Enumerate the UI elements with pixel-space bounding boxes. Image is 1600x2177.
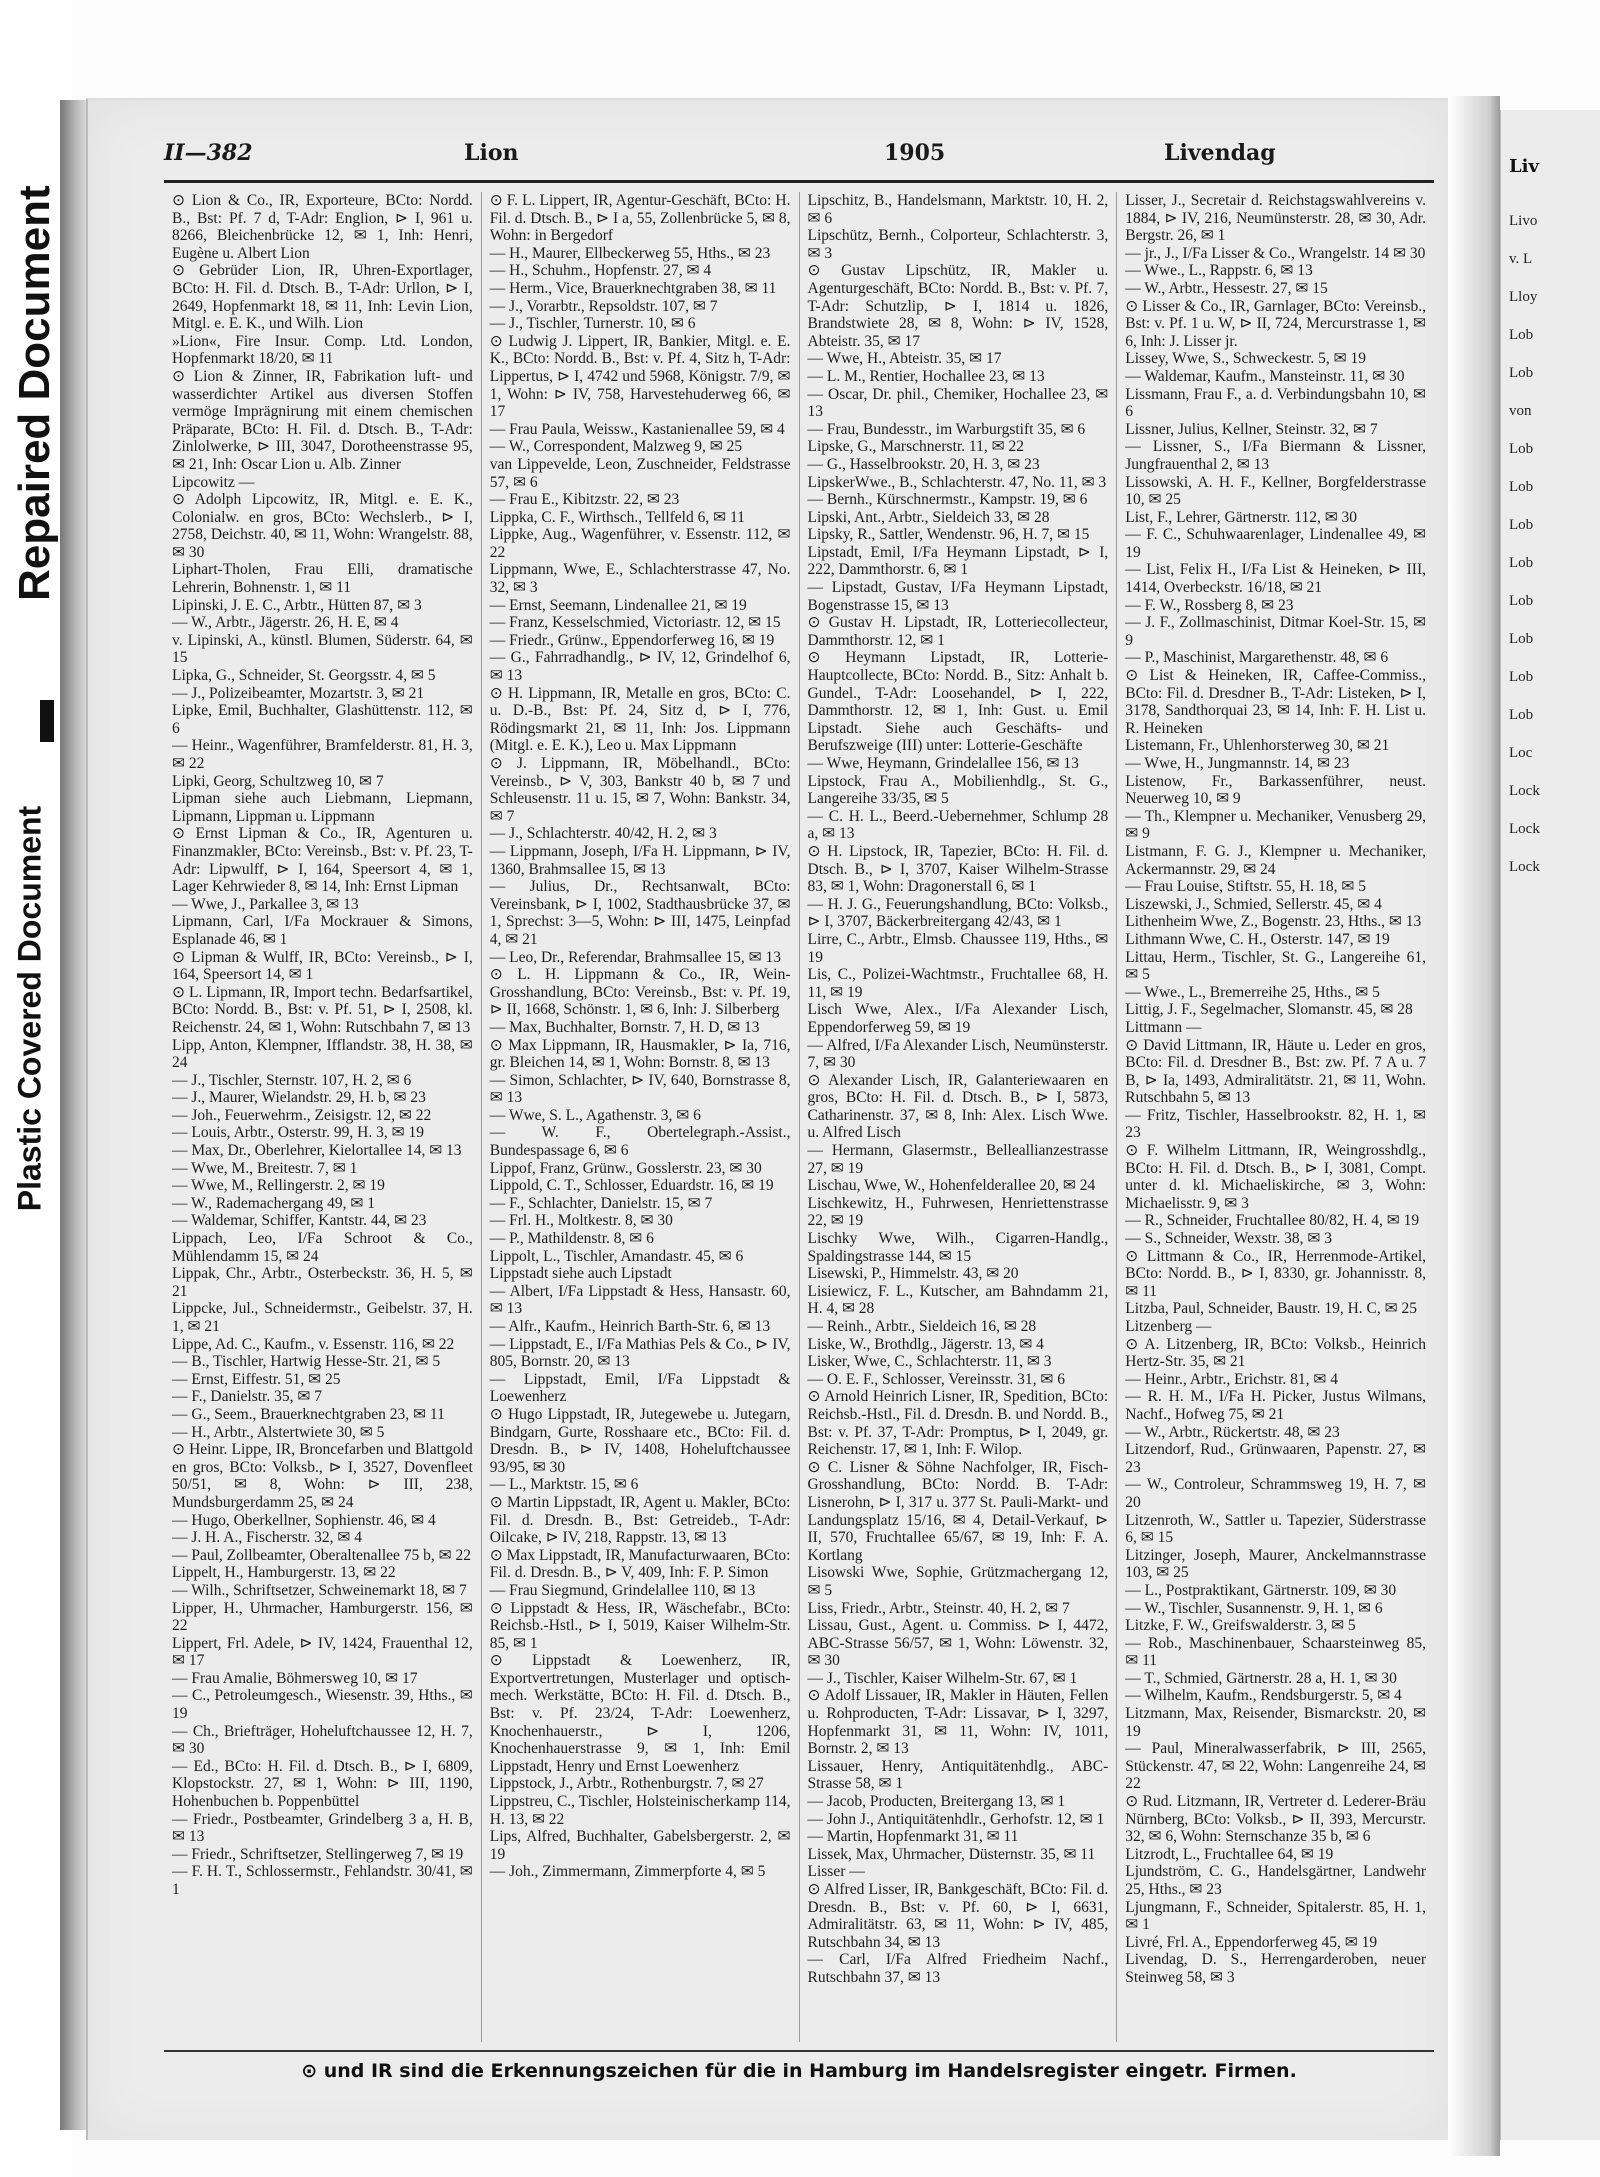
directory-entry: — Max, Dr., Oberlehrer, Kielortallee 14, ✉ 13	[172, 1142, 462, 1160]
column-1	[164, 192, 482, 2042]
directory-entry: — J., Tischler, Kaiser Wilhelm-Str. 67, ✉ 1	[807, 1669, 1078, 1687]
facing-page-line: Loc	[1509, 745, 1533, 761]
directory-entry: Ljungmann, F., Schneider, Spitalerstr. 85, H. 1, ✉ 1	[1125, 1898, 1426, 1934]
directory-entry: — Hermann, Glasermstr., Belleallianzestrasse 27, ✉ 19	[807, 1142, 1109, 1177]
directory-entry: — Wilhelm, Kaufm., Rendsburgerstr. 5, ✉ 4	[1125, 1687, 1402, 1705]
directory-entry: — H., Maurer, Ellbeckerweg 55, Hths., ✉ 23	[489, 244, 771, 262]
directory-entry: — jr., J., I/Fa Lisser & Co., Wrangelstr. 14 ✉ 30	[1125, 244, 1426, 262]
directory-entry: — Max, Buchhalter, Bornstr. 7, H. D, ✉ 13	[489, 1018, 760, 1036]
directory-entry: — Wwe, M., Rellingerstr. 2, ✉ 19	[172, 1177, 385, 1195]
directory-entry: — P., Maschinist, Margarethenstr. 48, ✉ 6	[1125, 649, 1389, 667]
directory-entry: — Wwe, H., Jungmannstr. 14, ✉ 23	[1125, 755, 1350, 772]
facing-page-line: v. L	[1509, 251, 1533, 267]
directory-entry: — R., Schneider, Fruchtallee 80/82, H. 4, ✉ 19	[1125, 1212, 1420, 1230]
directory-entry: Litzke, F. W., Greifswalderstr. 3, ✉ 5	[1125, 1617, 1356, 1635]
directory-entry: — Bernh., Kürschnermstr., Kampstr. 19, ✉ 6	[807, 491, 1088, 509]
directory-entry: — Fritz, Tischler, Hasselbrookstr. 82, H. 1, ✉ 23	[1125, 1106, 1426, 1142]
directory-entry: Lippach, Leo, I/Fa Schroot & Co., Mühlendamm 15, ✉ 24	[172, 1230, 473, 1265]
directory-entry: — Ed., BCto: H. Fil. d. Dtsch. B., ⊳ I, 6809, Klopstockstr. 27, ✉ 1, Wohn: ⊳ III, 1190, Hohenbuchen b. Poppenbüttel	[172, 1757, 473, 1811]
facing-page-line: Lob	[1509, 631, 1534, 647]
directory-columns	[164, 192, 1434, 2042]
directory-entry: ⊙ Lippstadt & Loewenherz, IR, Exportvertretungen, Musterlager und optisch-mech. Werkstätte, BCto: H. Fil. d. Dtsch. B., Bst: v. Pf. 23/24, T-Adr: Loewenherz, Knochenhauerstr., ⊳ I, 1206, Knochenhauerstrasse 9, ✉ 1, Inh: Emil Lippstadt, Henry und Ernst Loewenherz	[489, 1652, 791, 1775]
page-footer: ⊙ und IR sind die Erkennungszeichen für die in Hamburg im Handelsregister eingetr. Firmen.	[301, 2060, 1297, 2082]
directory-entry: Lissowski, A. H. F., Kellner, Borgfelderstrasse 10, ✉ 25	[1125, 473, 1426, 509]
directory-page	[86, 98, 1448, 2140]
directory-entry: ⊙ F. L. Lippert, IR, Agentur-Geschäft, BCto: H. Fil. d. Dtsch. B., ⊳ I a, 55, Zollenbrücke 5, ✉ 8, Wohn: in Bergedorf	[489, 192, 791, 245]
directory-entry: ⊙ Martin Lippstadt, IR, Agent u. Makler, BCto: Fil. d. Dresdn. B., Bst: Getreideb., T-Adr: Oilcake, ⊳ IV, 218, Rappstr. 13, ✉ 13	[489, 1493, 791, 1547]
directory-entry: Lipman siehe auch Liebmann, Liepmann, Lipmann, Lippman u. Lippmann	[172, 790, 473, 825]
facing-page-line: Lloy	[1509, 289, 1538, 305]
directory-entry: Lipper, H., Uhrmacher, Hamburgerstr. 156, ✉ 22	[172, 1599, 473, 1635]
directory-entry: — Wilh., Schriftsetzer, Schweinemarkt 18, ✉ 7	[172, 1581, 467, 1599]
directory-entry: — L., Postpraktikant, Gärtnerstr. 109, ✉ 30	[1125, 1581, 1397, 1599]
directory-entry: ⊙ Alfred Lisser, IR, Bankgeschäft, BCto: Fil. d. Dresdn. B., Bst: v. Pf. 60, ⊳ I, 6631, Admiralitätstr. 63, ✉ 11, Wohn: ⊳ IV, 485, Rutschbahn 34, ✉ 13	[807, 1881, 1109, 1951]
directory-entry: — B., Tischler, Hartwig Hesse-Str. 21, ✉ 5	[172, 1353, 441, 1371]
directory-entry: Littau, Herm., Tischler, St. G., Langereihe 61, ✉ 5	[1125, 948, 1426, 984]
directory-entry: ⊙ L. Lipmann, IR, Import techn. Bedarfsartikel, BCto: Nordd. B., Bst: v. Pf. 51, ⊳ I, 2508, kl. Reichenstr. 24, ✉ 1, Wohn: Rutschbahn 7, ✉ 13	[172, 983, 473, 1036]
directory-entry: — Wwe, Heymann, Grindelallee 156, ✉ 13	[807, 755, 1079, 772]
directory-entry: — Heinr., Arbtr., Erichstr. 81, ✉ 4	[1125, 1370, 1338, 1388]
directory-entry: Lippelt, H., Hamburgerstr. 13, ✉ 22	[172, 1564, 396, 1582]
directory-entry: — Paul, Zollbeamter, Oberaltenallee 75 b, ✉ 22	[172, 1546, 472, 1564]
directory-entry: ⊙ Ludwig J. Lippert, IR, Bankier, Mitgl. e. E. K., BCto: Nordd. B., Bst: v. Pf. 4, Sitz h, T-Adr: Lippertus, ⊳ I, 4742 und 5968, Königstr. 7/9, ✉ 1, Wohn: ⊳ IV, 758, Harvestehuderweg 66, ✉ 17	[489, 332, 791, 421]
directory-entry: — Oscar, Dr. phil., Chemiker, Hochallee 23, ✉ 13	[807, 385, 1109, 421]
facing-page-text	[1509, 202, 1599, 886]
directory-entry: Lipske, G., Marschnerstr. 11, ✉ 22	[807, 438, 1024, 456]
directory-entry: — W., Rademachergang 49, ✉ 1	[172, 1194, 375, 1212]
directory-entry: Lipinski, J. E. C., Arbtr., Hütten 87, ✉ 3	[172, 596, 422, 614]
directory-entry: — Ch., Briefträger, Hoheluftchaussee 12, H. 7, ✉ 30	[172, 1722, 473, 1758]
directory-entry: Listmann, F. G. J., Klempner u. Mechaniker, Ackermannstr. 29, ✉ 24	[1125, 842, 1426, 878]
directory-entry: — O. E. F., Schlosser, Vereinsstr. 31, ✉ 6	[807, 1370, 1066, 1388]
directory-entry: ⊙ Adolph Lipcowitz, IR, Mitgl. e. E. K., Colonialw. en gros, BCto: Wechslerb., ⊳ I, 2758, Deichstr. 40, ✉ 11, Wohn: Wrangelstr. 88, ✉ 30	[172, 491, 473, 561]
directory-entry: Lippof, Franz, Grünw., Gosslerstr. 23, ✉ 30	[489, 1159, 762, 1177]
directory-entry: Lissmann, Frau F., a. d. Verbindungsbahn 10, ✉ 6	[1125, 385, 1426, 421]
directory-entry: Lippold, C. T., Schlosser, Eduardstr. 16, ✉ 19	[489, 1177, 774, 1195]
directory-entry: — Alfr., Kaufm., Heinrich Barth-Str. 6, ✉ 13	[489, 1318, 771, 1335]
directory-entry: — Wwe., L., Rappstr. 6, ✉ 13	[1125, 262, 1313, 280]
directory-entry: — J., Polizeibeamter, Mozartstr. 3, ✉ 21	[172, 684, 425, 702]
directory-entry: — P., Mathildenstr. 8, ✉ 6	[489, 1230, 654, 1248]
directory-entry: Lisser, J., Secretair d. Reichstagswahlvereins v. 1884, ⊳ IV, 216, Neumünsterstr. 28, ✉ 30, Adr. Bergstr. 26, ✉ 1	[1125, 192, 1426, 245]
footer-rule	[164, 2050, 1434, 2052]
directory-entry: — W., Arbtr., Rückertstr. 48, ✉ 23	[1125, 1423, 1340, 1441]
directory-entry: Lippke, Aug., Wagenführer, v. Essenstr. 112, ✉ 22	[489, 526, 791, 561]
directory-entry: ⊙ Gustav Lipschütz, IR, Makler u. Agenturgeschäft, BCto: Nordd. B., Bst: v. Pf. 7, T-Adr: Schutzlip, ⊳ I, 1814 u. 1826, Brandstwiete 28, ✉ 8, Wohn: ⊳ IV, 1528, Abteistr. 35, ✉ 17	[807, 262, 1109, 350]
directory-entry: — Alfred, I/Fa Alexander Lisch, Neumünsterstr. 7, ✉ 30	[807, 1036, 1109, 1072]
directory-entry: Lippstock, J., Arbtr., Rothenburgstr. 7, ✉ 27	[489, 1775, 764, 1793]
directory-entry: Liszewski, J., Schmied, Sellerstr. 45, ✉ 4	[1125, 895, 1382, 913]
directory-entry: — Friedr., Grünw., Eppendorferweg 16, ✉ 19	[489, 631, 775, 649]
binding-tab	[40, 700, 54, 742]
page-number: II—382	[164, 140, 253, 166]
directory-entry: — J., Schlachterstr. 40/42, H. 2, ✉ 3	[489, 825, 717, 843]
directory-entry: ⊙ David Littmann, IR, Häute u. Leder en gros, BCto: Fil. d. Dresdner B., Bst: zw. Pf. 7 A u. 7 B, ⊳ Ia, 1493, Admiralitätstr. 21, ✉ 11, Wohn. Rutschbahn 5, ✉ 13	[1125, 1036, 1426, 1107]
facing-page-line: von	[1509, 403, 1532, 419]
directory-entry: — Waldemar, Schiffer, Kantstr. 44, ✉ 23	[172, 1212, 427, 1230]
directory-entry: LipskerWwe., B., Schlachterstr. 47, No. 11, ✉ 3	[807, 473, 1107, 491]
facing-page-line: Lock	[1509, 821, 1540, 837]
header-year: 1905	[884, 140, 946, 166]
facing-page-header: Liv	[1509, 156, 1539, 177]
directory-entry: — Herm., Vice, Brauerknechtgraben 38, ✉ 11	[489, 279, 777, 297]
directory-entry: — Friedr., Schriftsetzer, Stellingerweg 7, ✉ 19	[172, 1845, 464, 1863]
column-3	[800, 192, 1118, 2042]
directory-entry: Lipp, Anton, Klempner, Ifflandstr. 38, H. 38, ✉ 24	[172, 1036, 473, 1072]
facing-page-line: Lob	[1509, 669, 1534, 685]
directory-entry: — F. H. T., Schlossermstr., Fehlandstr. 30/41, ✉ 1	[172, 1863, 473, 1898]
directory-entry: — Joh., Zimmermann, Zimmerpforte 4, ✉ 5	[489, 1863, 766, 1881]
directory-entry: Lissey, Wwe, S., Schweckestr. 5, ✉ 19	[1125, 350, 1366, 368]
directory-entry: Liske, W., Brothdlg., Jägerstr. 13, ✉ 4	[807, 1335, 1044, 1353]
directory-entry: ⊙ Hugo Lippstadt, IR, Jutegewebe u. Jutegarn, Bindgarn, Gurte, Rosshaare etc., BCto: Fil. d. Dresdn. B., ⊳ IV, 1408, Hoheluftchaussee 93/95, ✉ 30	[489, 1405, 791, 1476]
directory-entry: Lipka, G., Schneider, St. Georgsstr. 4, ✉ 5	[172, 667, 436, 685]
directory-entry: Littmann —	[1125, 1018, 1202, 1036]
directory-entry: van Lippevelde, Leon, Zuschneider, Feldstrasse 57, ✉ 6	[489, 455, 791, 491]
directory-entry: Lipsky, R., Sattler, Wendenstr. 96, H. 7, ✉ 15	[807, 526, 1090, 544]
directory-entry: — Martin, Hopfenmarkt 31, ✉ 11	[807, 1828, 1019, 1846]
directory-entry: — Carl, I/Fa Alfred Friedheim Nachf., Rutschbahn 37, ✉ 13	[807, 1951, 1109, 1986]
directory-entry: Lipmann, Carl, I/Fa Mockrauer & Simons, Esplanade 46, ✉ 1	[172, 913, 473, 948]
directory-entry: ⊙ Heinr. Lippe, IR, Broncefarben und Blattgold en gros, BCto: Volksb., ⊳ I, 3527, Dovenfleet 50/51, ✉ 8, Wohn: ⊳ III, 238, Mundsburgerdamm 25, ✉ 24	[172, 1441, 473, 1511]
directory-entry: Lippcke, Jul., Schneidermstr., Geibelstr. 37, H. 1, ✉ 21	[172, 1300, 473, 1335]
directory-entry: ⊙ Max Lippmann, IR, Hausmakler, ⊳ Ia, 716, gr. Bleichen 14, ✉ 1, Wohn: Bornstr. 8, ✉ 13	[489, 1036, 791, 1072]
directory-entry: — List, Felix H., I/Fa List & Heineken, ⊳ III, 1414, Overbeckstr. 16/18, ✉ 21	[1125, 561, 1426, 597]
directory-entry: — J., Maurer, Wielandstr. 29, H. b, ✉ 23	[172, 1089, 426, 1107]
directory-entry: — Joh., Feuerwehrm., Zeisigstr. 12, ✉ 22	[172, 1106, 432, 1124]
directory-entry: — R. H. M., I/Fa H. Picker, Justus Wilmans, Nachf., Hofweg 75, ✉ 21	[1125, 1388, 1426, 1423]
directory-entry: — Frau Paula, Weissw., Kastanienallee 59, ✉ 4	[489, 420, 785, 438]
directory-entry: — L., Marktstr. 15, ✉ 6	[489, 1476, 639, 1494]
directory-entry: — Louis, Arbtr., Osterstr. 99, H. 3, ✉ 19	[172, 1124, 424, 1142]
facing-page-line: Lob	[1509, 593, 1534, 609]
directory-entry: — Frau Louise, Stiftstr. 55, H. 18, ✉ 5	[1125, 878, 1366, 896]
directory-entry: Litzenroth, W., Sattler u. Tapezier, Süderstrasse 6, ✉ 15	[1125, 1511, 1426, 1547]
directory-entry: — Leo, Dr., Referendar, Brahmsallee 15, ✉ 13	[489, 948, 782, 966]
facing-page-line: Lob	[1509, 441, 1534, 457]
directory-entry: ⊙ Arnold Heinrich Lisner, IR, Spedition, BCto: Reichsb.-Hstl., Fil. d. Dresdn. B. und Nordd. B., Bst: v. Pf. 37, T-Adr: Promptus, ⊳ I, 2049, gr. Reichenstr. 17, ✉ 1, Inh: F. Wilop.	[807, 1388, 1109, 1459]
directory-entry: Lithmann Wwe, C. H., Osterstr. 147, ✉ 19	[1125, 930, 1390, 948]
directory-entry: — F., Schlachter, Danielstr. 15, ✉ 7	[489, 1194, 713, 1212]
directory-entry: — H., Arbtr., Alstertwiete 30, ✉ 5	[172, 1423, 385, 1441]
directory-entry: ⊙ Lion & Zinner, IR, Fabrikation luft- und wasserdichter Artikel aus diversen Stoffen vermöge Imprägnirung mit einem chemischen Präparate, BCto: H. Fil. d. Dtsch. B., T-Adr: Zinlolwerke, ⊳ III, 3047, Dorotheenstrasse 95, ✉ 21, Inh: Oscar Lion u. Alb. Zinner	[172, 367, 473, 473]
directory-entry: — Franz, Kesselschmied, Victoriastr. 12, ✉ 15	[489, 614, 781, 632]
directory-entry: Livré, Frl. A., Eppendorferweg 45, ✉ 19	[1125, 1933, 1378, 1951]
directory-entry: Lipke, Emil, Buchhalter, Glashüttenstr. 112, ✉ 6	[172, 702, 473, 737]
directory-entry: Litzinger, Joseph, Maurer, Anckelmannstrasse 103, ✉ 25	[1125, 1546, 1426, 1582]
facing-page	[1500, 110, 1600, 2140]
book-gutter	[1448, 96, 1500, 2156]
directory-entry: — Lippstadt, E., I/Fa Mathias Pels & Co., ⊳ IV, 805, Bornstr. 20, ✉ 13	[489, 1335, 791, 1371]
directory-entry: — J. F., Zollmaschinist, Ditmar Koel-Str. 15, ✉ 9	[1125, 614, 1426, 649]
directory-entry: — Frau E., Kibitzstr. 22, ✉ 23	[489, 491, 680, 509]
directory-entry: Listenow, Fr., Barkassenführer, neust. Neuerweg 10, ✉ 9	[1125, 772, 1426, 808]
directory-entry: Lipski, Ant., Arbtr., Sieldeich 33, ✉ 28	[807, 508, 1050, 526]
directory-entry: Litzrodt, L., Fruchtallee 64, ✉ 19	[1125, 1845, 1334, 1863]
directory-entry: Litzmann, Max, Reisender, Bismarckstr. 20, ✉ 19	[1125, 1705, 1426, 1740]
directory-entry: ⊙ Gebrüder Lion, IR, Uhren-Exportlager, BCto: H. Fil. d. Dtsch. B., T-Adr: Urllon, ⊳ I, 2649, Hopfenmarkt 18, ✉ 11, Inh: Levin Lion, Mitgl. e. E. K., und Wilh. Lion	[172, 262, 473, 333]
directory-entry: — Rob., Maschinenbauer, Schaarsteinweg 85, ✉ 11	[1125, 1634, 1426, 1670]
directory-entry: Lisch Wwe, Alex., I/Fa Alexander Lisch, Eppendorferweg 59, ✉ 19	[807, 1001, 1109, 1036]
directory-entry: — Simon, Schlachter, ⊳ IV, 640, Bornstrasse 8, ✉ 13	[489, 1071, 791, 1107]
directory-entry: — H., Schuhm., Hopfenstr. 27, ✉ 4	[489, 262, 712, 280]
directory-entry: — Lippmann, Joseph, I/Fa H. Lippmann, ⊳ IV, 1360, Brahmsallee 15, ✉ 13	[489, 842, 791, 878]
directory-entry: Lippolt, L., Tischler, Amandastr. 45, ✉ 6	[489, 1247, 744, 1265]
header-rule	[164, 180, 1434, 183]
directory-entry: Lissau, Gust., Agent. u. Commiss. ⊳ I, 4472, ABC-Strasse 56/57, ✉ 1, Wohn: Löwenstr. 32, ✉ 30	[807, 1617, 1109, 1670]
directory-entry: Listemann, Fr., Uhlenhorsterweg 30, ✉ 21	[1125, 737, 1390, 755]
directory-entry: — Wwe, S. L., Agathenstr. 3, ✉ 6	[489, 1106, 701, 1124]
directory-entry: Liss, Friedr., Arbtr., Steinstr. 40, H. 2, ✉ 7	[807, 1599, 1070, 1617]
directory-entry: — S., Schneider, Wexstr. 38, ✉ 3	[1125, 1230, 1332, 1248]
directory-entry: — Julius, Dr., Rechtsanwalt, BCto: Vereinsbank, ⊳ I, 1002, Stadthausbrücke 37, ✉ 1, Sprechst: 3—5, Wohn: ⊳ III, 1475, Leinpfad 4, ✉ 21	[489, 878, 791, 948]
directory-entry: Lippak, Chr., Arbtr., Osterbeckstr. 36, H. 5, ✉ 21	[172, 1265, 473, 1300]
directory-entry: — J., Tischler, Turnerstr. 10, ✉ 6	[489, 315, 696, 333]
directory-entry: — Th., Klempner u. Mechaniker, Venusberg 29, ✉ 9	[1125, 807, 1426, 843]
directory-entry: — C., Petroleumgesch., Wiesenstr. 39, Hths., ✉ 19	[172, 1687, 473, 1723]
directory-entry: — G., Seem., Brauerknechtgraben 23, ✉ 11	[172, 1405, 445, 1423]
directory-entry: — J., Vorarbtr., Repsoldstr. 107, ✉ 7	[489, 297, 718, 315]
directory-entry: — Wwe., L., Bremerreihe 25, Hths., ✉ 5	[1125, 983, 1380, 1001]
facing-page-line: Lob	[1509, 517, 1534, 533]
directory-entry: ⊙ L. H. Lippmann & Co., IR, Wein-Grosshandlung, BCto: Vereinsb., Bst: v. Pf. 19, ⊳ II, 1668, Schönstr. 1, ✉ 6, Inh: J. Silberberg	[489, 966, 791, 1019]
facing-page-line: Lob	[1509, 327, 1534, 343]
directory-entry: — W., Tischler, Susannenstr. 9, H. 1, ✉ 6	[1125, 1599, 1383, 1617]
directory-entry: ⊙ Gustav H. Lipstadt, IR, Lotteriecollecteur, Dammthorstr. 12, ✉ 1	[807, 614, 1109, 649]
directory-entry: Lisewski, P., Himmelstr. 43, ✉ 20	[807, 1265, 1019, 1283]
directory-entry: Lips, Alfred, Buchhalter, Gabelsbergerstr. 2, ✉ 19	[489, 1828, 791, 1863]
directory-entry: Lischau, Wwe, W., Hohenfelderallee 20, ✉ 24	[807, 1177, 1096, 1195]
directory-entry: Lithenheim Wwe, Z., Bogenstr. 23, Hths., ✉ 13	[1125, 913, 1422, 931]
directory-entry: — John J., Antiquitätenhdlr., Gerhofstr. 12, ✉ 1	[807, 1810, 1105, 1828]
directory-entry: — Heinr., Wagenführer, Bramfelderstr. 81, H. 3, ✉ 22	[172, 737, 473, 772]
page-edge	[60, 100, 88, 2130]
directory-entry: — W., Controleur, Schrammsweg 19, H. 7, ✉ 20	[1125, 1476, 1426, 1511]
directory-entry: — G., Fahrradhandlg., ⊳ IV, 12, Grindelhof 6, ✉ 13	[489, 649, 791, 685]
directory-entry: ⊙ Heymann Lipstadt, IR, Lotterie-Hauptcollecte, BCto: Nordd. B., Sitz: Anhalt b. Gundel., T-Adr: Loosehandel, ⊳ I, 222, Dammthorstr. 12, ✉ 1, Inh: Gust. u. Emil Lipstadt. Siehe auch Geschäfts- und Berufszweige (III) unter: Lotterie-Geschäfte	[807, 649, 1109, 755]
directory-entry: Lirre, C., Arbtr., Elmsb. Chaussee 119, Hths., ✉ 19	[807, 930, 1109, 966]
directory-entry: Lisker, Wwe, C., Schlachterstr. 11, ✉ 3	[807, 1353, 1052, 1371]
directory-entry: Lipstadt, Emil, I/Fa Heymann Lipstadt, ⊳ I, 222, Dammthorstr. 6, ✉ 1	[807, 543, 1109, 579]
directory-entry: — Friedr., Postbeamter, Grindelberg 3 a, H. B, ✉ 13	[172, 1810, 473, 1846]
directory-entry: — Ernst, Eiffestr. 51, ✉ 25	[172, 1370, 341, 1388]
directory-entry: Liphart-Tholen, Frau Elli, dramatische Lehrerin, Bohnenstr. 1, ✉ 11	[172, 561, 473, 597]
directory-entry: — Wwe, J., Parkallee 3, ✉ 13	[172, 895, 359, 913]
plastic-covered-label: Plastic Covered Document	[11, 805, 48, 1212]
directory-entry: Ljundström, C. G., Handelsgärtner, Landwehr 25, Hths., ✉ 23	[1125, 1863, 1426, 1898]
directory-entry: — L. M., Rentier, Hochallee 23, ✉ 13	[807, 367, 1045, 385]
directory-entry: ⊙ Alexander Lisch, IR, Galanteriewaaren en gros, BCto: H. Fil. d. Dtsch. B., ⊳ I, 5873, Catharinenstr. 37, ✉ 8, Inh: Alex. Lisch Wwe. u. Alfred Lisch	[807, 1071, 1109, 1142]
directory-entry: — Reinh., Arbtr., Sieldeich 16, ✉ 28	[807, 1318, 1037, 1335]
column-2	[482, 192, 800, 2042]
directory-entry: — H. J. G., Feuerungshandlung, BCto: Volksb., ⊳ I, 3707, Bäckerbreitergang 42/43, ✉ 1	[807, 895, 1109, 931]
facing-page-line: Lock	[1509, 859, 1540, 875]
page-header	[164, 140, 1434, 180]
directory-entry: ⊙ Rud. Litzmann, IR, Vertreter d. Lederer-Bräu Nürnberg, BCto: Volksb., ⊳ II, 393, Mercurstr. 32, ✉ 6, Wohn: Sternschanze 35 b, ✉ 6	[1125, 1793, 1426, 1846]
directory-entry: ⊙ Lion & Co., IR, Exporteure, BCto: Nordd. B., Bst: Pf. 7 d, T-Adr: Englion, ⊳ I, 961 u. 8266, Bleichenbrücke 12, ✉ 1, Inh: Henri, Eugène u. Albert Lion	[172, 192, 473, 262]
directory-entry: ⊙ Lisser & Co., IR, Garnlager, BCto: Vereinsb., Bst: v. Pf. 1 u. W, ⊳ II, 724, Mercurstrasse 1, ✉ 6, Inh: J. Lisser jr.	[1125, 297, 1426, 350]
directory-entry: Lippe, Ad. C., Kaufm., v. Essenstr. 116, ✉ 22	[172, 1335, 455, 1353]
directory-entry: — C. H. L., Beerd.-Uebernehmer, Schlump 28 a, ✉ 13	[807, 807, 1109, 843]
directory-entry: ⊙ List & Heineken, IR, Caffee-Commiss., BCto: Fil. d. Dresdner B., T-Adr: Listeken, ⊳ I, 3178, Sandthorquai 23, ✉ 14, Inh: F. H. List u. R. Heineken	[1125, 667, 1426, 737]
column-4	[1117, 192, 1434, 2042]
directory-entry: v. Lipinski, A., künstl. Blumen, Süderstr. 64, ✉ 15	[172, 631, 473, 667]
directory-entry: Lisser —	[807, 1863, 865, 1881]
facing-page-line: Lob	[1509, 707, 1534, 723]
directory-entry: ⊙ F. Wilhelm Littmann, IR, Weingrosshdlg., BCto: H. Fil. d. Dtsch. B., ⊳ I, 3081, Compt. unter d. kl. Michaeliskirche, ✉ 3, Wohn: Michaelisstr. 9, ✉ 3	[1125, 1142, 1426, 1212]
directory-entry: — Paul, Mineralwasserfabrik, ⊳ III, 2565, Stückenstr. 47, ✉ 22, Wohn: Langenreihe 24, ✉ 22	[1125, 1740, 1426, 1793]
directory-entry: — Albert, I/Fa Lippstadt & Hess, Hansastr. 60, ✉ 13	[489, 1282, 791, 1318]
directory-entry: — W., Arbtr., Hessestr. 27, ✉ 15	[1125, 279, 1328, 297]
directory-entry: — J., Tischler, Sternstr. 107, H. 2, ✉ 6	[172, 1071, 412, 1089]
facing-page-line: Livo	[1509, 213, 1538, 229]
directory-entry: Lipki, Georg, Schultzweg 10, ✉ 7	[172, 772, 384, 790]
header-from-name: Lion	[464, 140, 519, 166]
directory-entry: — Frau Siegmund, Grindelallee 110, ✉ 13	[489, 1581, 756, 1599]
directory-entry: Lissauer, Henry, Antiquitätenhdlg., ABC-Strasse 58, ✉ 1	[807, 1757, 1109, 1793]
facing-page-line: Lock	[1509, 783, 1540, 799]
header-to-name: Livendag	[1164, 140, 1276, 166]
directory-entry: — F. C., Schuhwaarenlager, Lindenallee 49, ✉ 19	[1125, 526, 1426, 561]
directory-entry: — Frau Amalie, Böhmersweg 10, ✉ 17	[172, 1669, 418, 1687]
directory-entry: — Lissner, S., I/Fa Biermann & Lissner, Jungfrauenthal 2, ✉ 13	[1125, 438, 1426, 473]
directory-entry: — Lippstadt, Emil, I/Fa Lippstadt & Loewenherz	[489, 1370, 791, 1406]
directory-entry: — Jacob, Producten, Breitergang 13, ✉ 1	[807, 1793, 1066, 1811]
directory-entry: — F., Danielstr. 35, ✉ 7	[172, 1388, 322, 1406]
directory-entry: — Frl. H., Moltkestr. 8, ✉ 30	[489, 1212, 673, 1230]
directory-entry: Lis, C., Polizei-Wachtmstr., Fruchtallee 68, H. 11, ✉ 19	[807, 966, 1109, 1001]
repaired-document-label: Repaired Document	[10, 185, 59, 601]
facing-page-line: Lob	[1509, 479, 1534, 495]
directory-entry: Lipschütz, Bernh., Colporteur, Schlachterstr. 3, ✉ 3	[807, 227, 1109, 262]
directory-entry: ⊙ Lippstadt & Hess, IR, Wäschefabr., BCto: Reichsb.-Hstl., ⊳ I, 5019, Kaiser Wilhelm-Str. 85, ✉ 1	[489, 1599, 791, 1652]
directory-entry: Livendag, D. S., Herrengarderoben, neuer Steinweg 58, ✉ 3	[1125, 1951, 1426, 1986]
directory-entry: Litzba, Paul, Schneider, Baustr. 19, H. C, ✉ 25	[1125, 1300, 1418, 1318]
directory-entry: ⊙ Littmann & Co., IR, Herrenmode-Artikel, BCto: Nordd. B., ⊳ I, 8330, gr. Johannisstr. 8, ✉ 11	[1125, 1247, 1426, 1300]
directory-entry: — Lipstadt, Gustav, I/Fa Heymann Lipstadt, Bogenstrasse 15, ✉ 13	[807, 579, 1109, 614]
directory-entry: Lipstock, Frau A., Mobilienhdlg., St. G., Langereihe 33/35, ✉ 5	[807, 772, 1109, 808]
directory-entry: Lisiewicz, F. L., Kutscher, am Bahndamm 21, H. 4, ✉ 28	[807, 1282, 1109, 1318]
directory-entry: Lipcowitz —	[172, 473, 255, 491]
directory-entry: ⊙ H. Lipstock, IR, Tapezier, BCto: H. Fil. d. Dtsch. B., ⊳ I, 3707, Kaiser Wilhelm-Strasse 83, ✉ 1, Wohn: Dragonerstall 6, ✉ 1	[807, 842, 1109, 896]
directory-entry: ⊙ Max Lippstadt, IR, Manufacturwaaren, BCto: Fil. d. Dresdn. B., ⊳ V, 409, Inh: F. P. Simon	[489, 1546, 791, 1582]
directory-entry: — W. F., Obertelegraph.-Assist., Bundespassage 6, ✉ 6	[489, 1124, 791, 1160]
directory-entry: ⊙ H. Lippmann, IR, Metalle en gros, BCto: C. u. D.-B., Bst: Pf. 24, Sitz d, ⊳ I, 776, Rödingsmarkt 21, ✉ 11, Inh: Jos. Lippmann (Mitgl. e. E. K.), Leo u. Max Lippmann	[489, 684, 791, 755]
directory-entry: ⊙ A. Litzenberg, IR, BCto: Volksb., Heinrich Hertz-Str. 35, ✉ 21	[1125, 1335, 1426, 1371]
facing-page-line: Lob	[1509, 365, 1534, 381]
directory-entry: Lipschitz, B., Handelsmann, Marktstr. 10, H. 2, ✉ 6	[807, 192, 1109, 227]
directory-entry: — Frau, Bundesstr., im Warburgstift 35, ✉ 6	[807, 420, 1086, 438]
facing-page-line: Lob	[1509, 555, 1534, 571]
directory-entry: Lischky Wwe, Wilh., Cigarren-Handlg., Spaldingstrasse 144, ✉ 15	[807, 1230, 1109, 1265]
directory-entry: — F. W., Rossberg 8, ✉ 23	[1125, 596, 1294, 614]
directory-entry: ⊙ Ernst Lipman & Co., IR, Agenturen u. Finanzmakler, BCto: Vereinsb., Bst: v. Pf. 23, T-Adr: Lipwulff, ⊳ I, 164, Speersort 4, ✉ 1, Lager Kehrwieder 8, ✉ 14, Inh: Ernst Lipman	[172, 825, 473, 896]
directory-entry: Lippmann, Wwe, E., Schlachterstrasse 47, No. 32, ✉ 3	[489, 561, 791, 597]
directory-entry: Litzenberg —	[1125, 1318, 1212, 1335]
directory-entry: Lissek, Max, Uhrmacher, Düsternstr. 35, ✉ 11	[807, 1845, 1096, 1863]
directory-entry: — Ernst, Seemann, Lindenallee 21, ✉ 19	[489, 596, 747, 614]
directory-entry: ⊙ Lipman & Wulff, IR, BCto: Vereinsb., ⊳ I, 164, Speersort 14, ✉ 1	[172, 948, 473, 984]
directory-entry: Lisowski Wwe, Sophie, Grützmachergang 12, ✉ 5	[807, 1564, 1109, 1599]
directory-entry: Lissner, Julius, Kellner, Steinstr. 32, ✉ 7	[1125, 420, 1378, 438]
directory-entry: — Wwe, M., Breitestr. 7, ✉ 1	[172, 1159, 358, 1177]
directory-entry: Lippka, C. F., Wirthsch., Tellfeld 6, ✉ 11	[489, 508, 745, 526]
directory-entry: — W., Correspondent, Malzweg 9, ✉ 25	[489, 438, 743, 456]
directory-entry: Lippstreu, C., Tischler, Holsteinischerkamp 114, H. 13, ✉ 22	[489, 1793, 791, 1828]
directory-entry: List, F., Lehrer, Gärtnerstr. 112, ✉ 30	[1125, 508, 1358, 526]
directory-entry: Lippert, Frl. Adele, ⊳ IV, 1424, Frauenthal 12, ✉ 17	[172, 1634, 473, 1670]
directory-entry: — Wwe, H., Abteistr. 35, ✉ 17	[807, 350, 1002, 368]
directory-entry: — T., Schmied, Gärtnerstr. 28 a, H. 1, ✉ 30	[1125, 1669, 1397, 1687]
directory-entry: — J. H. A., Fischerstr. 32, ✉ 4	[172, 1529, 362, 1547]
directory-entry: ⊙ C. Lisner & Söhne Nachfolger, IR, Fisch-Grosshandlung, BCto: Nordd. B. T-Adr: Lisnerohn, ⊳ I, 317 u. 377 St. Pauli-Markt- und Landungsplatz 15/16, ✉ 4, Detail-Verkauf, ⊳ II, 570, Fruchtallee 65/67, ✉ 19, Inh: F. A. Kortlang	[807, 1458, 1109, 1564]
directory-entry: ⊙ J. Lippmann, IR, Möbelhandl., BCto: Vereinsb., ⊳ V, 303, Bankstr 40 b, ✉ 7 und Schleusenstr. 11 u. 15, ✉ 7, Wohn: Bankstr. 34, ✉ 7	[489, 755, 791, 825]
directory-entry: Lischkewitz, H., Fuhrwesen, Henriettenstrasse 22, ✉ 19	[807, 1194, 1109, 1230]
directory-entry: — W., Arbtr., Jägerstr. 26, H. E, ✉ 4	[172, 614, 399, 632]
directory-entry: Lippstadt siehe auch Lipstadt	[489, 1265, 672, 1283]
directory-entry: Litzendorf, Rud., Grünwaaren, Papenstr. 27, ✉ 23	[1125, 1441, 1426, 1476]
directory-entry: — G., Hasselbrookstr. 20, H. 3, ✉ 23	[807, 455, 1040, 473]
directory-entry: »Lion«, Fire Insur. Comp. Ltd. London, Hopfenmarkt 18/20, ✉ 11	[172, 332, 473, 368]
directory-entry: ⊙ Adolf Lissauer, IR, Makler in Häuten, Fellen u. Rohproducten, T-Adr: Lissavar, ⊳ I, 3297, Hopfenmarkt 31, ✉ 11, Wohn: IV, 1011, Bornstr. 2, ✉ 13	[807, 1687, 1109, 1758]
directory-entry: — Hugo, Oberkellner, Sophienstr. 46, ✉ 4	[172, 1511, 436, 1529]
directory-entry: Littig, J. F., Segelmacher, Slomanstr. 45, ✉ 28	[1125, 1001, 1413, 1019]
directory-entry: — Waldemar, Kaufm., Mansteinstr. 11, ✉ 30	[1125, 367, 1405, 385]
